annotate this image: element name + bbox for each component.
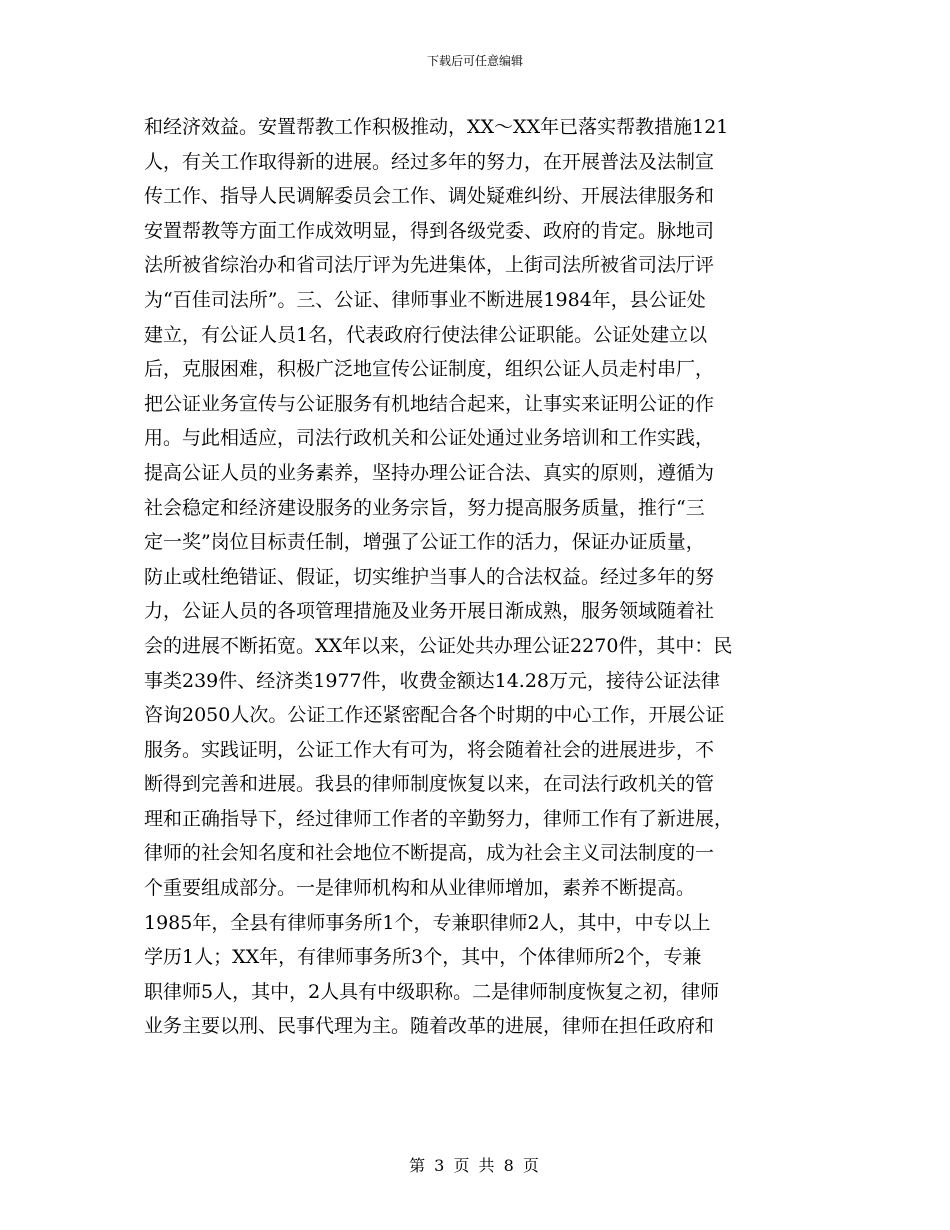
text-line: 和经济效益。安置帮教工作积极推动，XX～XX年已落实帮教措施121: [144, 116, 729, 138]
text-line: 咨询2050人次。公证工作还紧密配合各个时期的中心工作，开展公证: [144, 704, 725, 727]
text-line: 安置帮教等方面工作成效明显，得到各级党委、政府的肯定。脉地司: [144, 219, 715, 242]
text-line: 人，有关工作取得新的进展。经过多年的努力，在开展普法及法制宣: [144, 150, 715, 173]
text-line: 把公证业务宣传与公证服务有机地结合起来，让事实来证明公证的作: [144, 392, 715, 415]
text-line: 个重要组成部分。一是律师机构和从业律师增加，素养不断提高。: [144, 877, 696, 900]
text-line: 传工作、指导人民调解委员会工作、调处疑难纠纷、开展法律服务和: [144, 185, 715, 208]
text-line: 力，公证人员的各项管理措施及业务开展日渐成熟，服务领域随着社: [144, 600, 715, 623]
text-line: 会的进展不断拓宽。XX年以来，公证处共办理公证2270件，其中：民: [144, 634, 733, 657]
text-line: 理和正确指导下，经过律师工作者的辛勤努力，律师工作有了新进展，: [144, 807, 734, 830]
text-line: 防止或杜绝错证、假证，切实维护当事人的合法权益。经过多年的努: [144, 565, 715, 588]
text-line: 法所被省综治办和省司法厅评为先进集体，上街司法所被省司法厅评: [144, 254, 715, 277]
text-line: 建立，有公证人员1名，代表政府行使法律公证职能。公证处建立以: [144, 323, 708, 346]
text-line: 1985年，全县有律师事务所1个，专兼职律师2人，其中，中专以上: [144, 911, 711, 934]
text-line: 定一奖”岗位目标责任制，增强了公证工作的活力，保证办证质量，: [144, 531, 705, 554]
body-text: [144, 110, 824, 1044]
text-line: 提高公证人员的业务素养，坚持办理公证合法、真实的原则，遵循为: [144, 461, 715, 484]
text-line: 社会稳定和经济建设服务的业务宗旨，努力提高服务质量，推行“三: [144, 496, 705, 519]
text-line: 事类239件、经济类1977件，收费金额达14.28万元，接待公证法律: [144, 669, 721, 692]
page-header: 下载后可任意编辑: [426, 54, 523, 68]
text-line: 业务主要以刑、民事代理为主。随着改革的进展，律师在担任政府和: [144, 1015, 715, 1038]
text-line: 后，克服困难，积极广泛地宣传公证制度，组织公证人员走村串厂，: [144, 358, 715, 381]
text-line: 用。与此相适应，司法行政机关和公证处通过业务培训和工作实践，: [144, 427, 715, 450]
text-line: 断得到完善和进展。我县的律师制度恢复以来，在司法行政机关的管: [144, 773, 715, 796]
text-line: 为“百佳司法所”。三、公证、律师事业不断进展1984年，县公证处: [144, 288, 706, 311]
text-line: 学历1人；XX年，有律师事务所3个，其中，个体律师所2个，专兼: [144, 946, 702, 969]
text-line: 服务。实践证明，公证工作大有可为，将会随着社会的进展进步，不: [144, 738, 715, 761]
page-number-footer: 第 3 页 共 8 页: [409, 1156, 541, 1175]
text-line: 职律师5人，其中，2人具有中级职称。二是律师制度恢复之初，律师: [144, 980, 720, 1003]
text-line: 律师的社会知名度和社会地位不断提高，成为社会主义司法制度的一: [144, 842, 715, 865]
